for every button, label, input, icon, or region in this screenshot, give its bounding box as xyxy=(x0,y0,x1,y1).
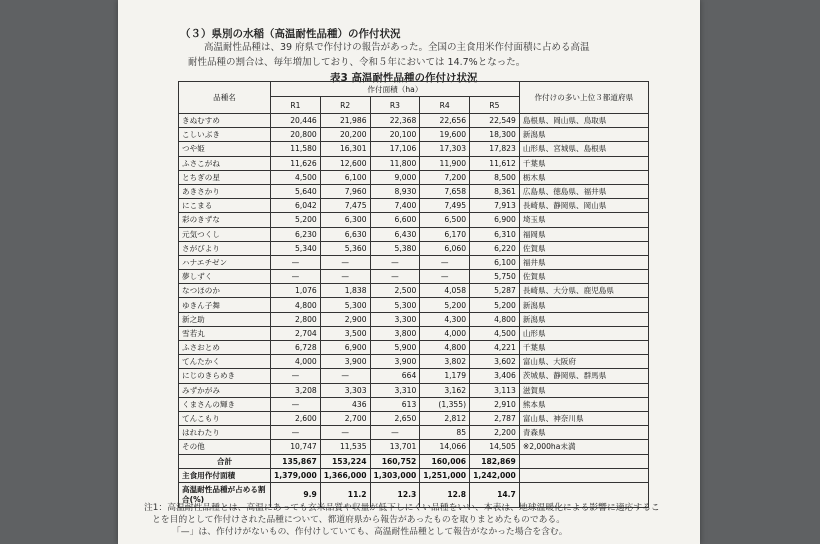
header-year: R5 xyxy=(470,97,520,114)
area-value: 1,076 xyxy=(271,284,321,298)
empty-cell xyxy=(519,468,648,482)
area-value: 2,800 xyxy=(271,312,321,326)
area-value: 3,300 xyxy=(370,312,420,326)
variety-name: てんこもり xyxy=(179,411,271,425)
top3-prefectures: 富山県、神奈川県 xyxy=(519,411,648,425)
area-value: 6,170 xyxy=(420,227,470,241)
area-value: 4,300 xyxy=(420,312,470,326)
area-value: 6,728 xyxy=(271,341,321,355)
area-value: 8,361 xyxy=(470,184,520,198)
area-value: 2,704 xyxy=(271,326,321,340)
variety-name: さがびより xyxy=(179,241,271,255)
area-value: 664 xyxy=(370,369,420,383)
top3-prefectures: 熊本県 xyxy=(519,397,648,411)
area-value: 6,430 xyxy=(370,227,420,241)
area-value: 20,446 xyxy=(271,114,321,128)
table-row xyxy=(179,326,649,340)
total-row-label: 合計 xyxy=(179,454,271,468)
area-value: 8,930 xyxy=(370,184,420,198)
staple-area-row-value: 1,251,000 xyxy=(420,468,470,482)
top3-prefectures: 山形県、宮城県、島根県 xyxy=(519,142,648,156)
table-row xyxy=(179,440,649,454)
variety-name: はれわたり xyxy=(179,426,271,440)
table-row xyxy=(179,114,649,128)
variety-name: にじのきらめき xyxy=(179,369,271,383)
area-value: 2,900 xyxy=(320,312,370,326)
area-value: 3,500 xyxy=(320,326,370,340)
empty-cell xyxy=(519,454,648,468)
area-value: 6,900 xyxy=(320,341,370,355)
ratio-row-value: 14.7 xyxy=(470,482,520,507)
area-value: 11,626 xyxy=(271,156,321,170)
area-value: 613 xyxy=(370,397,420,411)
area-value: — xyxy=(320,255,370,269)
area-value: 4,000 xyxy=(271,355,321,369)
table-row xyxy=(179,298,649,312)
table-row xyxy=(179,383,649,397)
area-value: 11,900 xyxy=(420,156,470,170)
area-value: 4,000 xyxy=(420,326,470,340)
variety-name: ゆきん子舞 xyxy=(179,298,271,312)
variety-name: 雪若丸 xyxy=(179,326,271,340)
top3-prefectures: 広島県、徳島県、福井県 xyxy=(519,184,648,198)
variety-name: ふさおとめ xyxy=(179,341,271,355)
area-value: 3,602 xyxy=(470,355,520,369)
footnote-line: 「—」は、作付けがないもの、作付けしていても、高温耐性品種として報告がなかった場合を含む。 xyxy=(172,527,568,537)
area-value: 5,360 xyxy=(320,241,370,255)
area-value: 7,960 xyxy=(320,184,370,198)
area-value: — xyxy=(271,426,321,440)
variety-name: てんたかく xyxy=(179,355,271,369)
header-year: R3 xyxy=(370,97,420,114)
area-value: 6,042 xyxy=(271,199,321,213)
variety-name: みずかがみ xyxy=(179,383,271,397)
top3-prefectures: 島根県、岡山県、鳥取県 xyxy=(519,114,648,128)
area-value: 3,310 xyxy=(370,383,420,397)
table-row xyxy=(179,411,649,425)
area-value: — xyxy=(420,255,470,269)
area-value: 22,549 xyxy=(470,114,520,128)
document-page xyxy=(118,0,700,544)
variety-name: なつほのか xyxy=(179,284,271,298)
area-value: 6,600 xyxy=(370,213,420,227)
area-value: 17,106 xyxy=(370,142,420,156)
variety-name: あきさかり xyxy=(179,184,271,198)
table-row xyxy=(179,284,649,298)
top3-prefectures: 青森県 xyxy=(519,426,648,440)
area-value: 6,100 xyxy=(320,170,370,184)
area-value: 5,200 xyxy=(271,213,321,227)
area-value: 21,986 xyxy=(320,114,370,128)
area-value: — xyxy=(370,255,420,269)
variety-name: きぬむすめ xyxy=(179,114,271,128)
footnote-line: とを目的として作付けされた品種について、都道府県から報告があったものを取りまとめたものである。 xyxy=(152,515,566,525)
header-variety: 品種名 xyxy=(179,82,271,114)
area-value: 17,823 xyxy=(470,142,520,156)
area-value: 5,340 xyxy=(271,241,321,255)
area-value: 7,913 xyxy=(470,199,520,213)
variety-name: その他 xyxy=(179,440,271,454)
area-value: 11,580 xyxy=(271,142,321,156)
area-value: 1,838 xyxy=(320,284,370,298)
area-value: 5,900 xyxy=(370,341,420,355)
area-value: 7,400 xyxy=(370,199,420,213)
area-value: 4,500 xyxy=(470,326,520,340)
area-value: 11,612 xyxy=(470,156,520,170)
area-value: 3,303 xyxy=(320,383,370,397)
area-value: 5,200 xyxy=(420,298,470,312)
table-row xyxy=(179,184,649,198)
top3-prefectures: 千葉県 xyxy=(519,341,648,355)
area-value: 5,200 xyxy=(470,298,520,312)
staple-area-row-value: 1,379,000 xyxy=(271,468,321,482)
area-value: 5,750 xyxy=(470,270,520,284)
area-value: 7,200 xyxy=(420,170,470,184)
top3-prefectures: 佐賀県 xyxy=(519,270,648,284)
top3-prefectures: 長崎県、大分県、鹿児島県 xyxy=(519,284,648,298)
table-row xyxy=(179,341,649,355)
area-value: 20,100 xyxy=(370,128,420,142)
area-value: 3,800 xyxy=(370,326,420,340)
area-value: — xyxy=(271,270,321,284)
area-value: 1,179 xyxy=(420,369,470,383)
top3-prefectures: 富山県、大阪府 xyxy=(519,355,648,369)
variety-name: にこまる xyxy=(179,199,271,213)
area-value: — xyxy=(370,270,420,284)
table-row xyxy=(179,227,649,241)
top3-prefectures: 新潟県 xyxy=(519,312,648,326)
top3-prefectures: 千葉県 xyxy=(519,156,648,170)
area-value: — xyxy=(320,270,370,284)
table-row xyxy=(179,369,649,383)
total-row-value: 153,224 xyxy=(320,454,370,468)
table-row xyxy=(179,397,649,411)
intro-paragraph xyxy=(188,40,684,70)
area-value: 3,162 xyxy=(420,383,470,397)
table-row xyxy=(179,199,649,213)
header-year: R2 xyxy=(320,97,370,114)
intro-line: 高温耐性品種は、39 府県で作付けの報告があった。全国の主食用米作付面積に占める高温 xyxy=(204,42,590,53)
area-value: 7,475 xyxy=(320,199,370,213)
top3-prefectures: 栃木県 xyxy=(519,170,648,184)
top3-prefectures: 山形県 xyxy=(519,326,648,340)
high-temp-variety-table xyxy=(178,81,649,508)
area-value: 6,060 xyxy=(420,241,470,255)
area-value: 2,700 xyxy=(320,411,370,425)
staple-area-row-value: 1,242,000 xyxy=(470,468,520,482)
top3-prefectures: 佐賀県 xyxy=(519,241,648,255)
area-value: 4,800 xyxy=(271,298,321,312)
table-row xyxy=(179,270,649,284)
area-value: 16,301 xyxy=(320,142,370,156)
area-value: 6,230 xyxy=(271,227,321,241)
area-value: 2,200 xyxy=(470,426,520,440)
total-row-value: 182,869 xyxy=(470,454,520,468)
area-value: 6,100 xyxy=(470,255,520,269)
ratio-row-value: 12.3 xyxy=(370,482,420,507)
area-value: 12,600 xyxy=(320,156,370,170)
variety-name: つや姫 xyxy=(179,142,271,156)
area-value: — xyxy=(320,426,370,440)
top3-prefectures: 茨城県、静岡県、群馬県 xyxy=(519,369,648,383)
variety-name: くまさんの輝き xyxy=(179,397,271,411)
header-top3: 作付けの多い上位３都道府県 xyxy=(519,82,648,114)
table-row xyxy=(179,156,649,170)
area-value: 3,208 xyxy=(271,383,321,397)
variety-name: ハナエチゼン xyxy=(179,255,271,269)
top3-prefectures: ※2,000ha未満 xyxy=(519,440,648,454)
area-value: 3,802 xyxy=(420,355,470,369)
area-value: 7,658 xyxy=(420,184,470,198)
staple-area-row-label: 主食用作付面積 xyxy=(179,468,271,482)
area-value: 7,495 xyxy=(420,199,470,213)
area-value: 22,368 xyxy=(370,114,420,128)
area-value: — xyxy=(320,369,370,383)
area-value: 3,406 xyxy=(470,369,520,383)
area-value: 436 xyxy=(320,397,370,411)
area-value: 4,800 xyxy=(420,341,470,355)
area-value: — xyxy=(271,369,321,383)
area-value: 3,900 xyxy=(320,355,370,369)
table-row xyxy=(179,128,649,142)
table-row xyxy=(179,213,649,227)
table-row xyxy=(179,255,649,269)
area-value: 2,600 xyxy=(271,411,321,425)
area-value: 6,900 xyxy=(470,213,520,227)
table-row xyxy=(179,312,649,326)
area-value: 5,640 xyxy=(271,184,321,198)
area-value: 6,500 xyxy=(420,213,470,227)
intro-line: 耐性品種の割合は、毎年増加しており、令和５年においては 14.7%となった。 xyxy=(188,57,526,68)
area-value: 11,535 xyxy=(320,440,370,454)
top3-prefectures: 滋賀県 xyxy=(519,383,648,397)
area-value: 9,000 xyxy=(370,170,420,184)
area-value: 4,800 xyxy=(470,312,520,326)
top3-prefectures: 福井県 xyxy=(519,255,648,269)
area-value: — xyxy=(370,426,420,440)
area-value: 13,701 xyxy=(370,440,420,454)
area-value: 3,113 xyxy=(470,383,520,397)
ratio-row-value: 11.2 xyxy=(320,482,370,507)
area-value: 4,221 xyxy=(470,341,520,355)
ratio-row-label: 高温耐性品種が占める割合(%) xyxy=(179,482,271,507)
staple-area-row-value: 1,366,000 xyxy=(320,468,370,482)
ratio-row-value: 9.9 xyxy=(271,482,321,507)
area-value: 2,650 xyxy=(370,411,420,425)
area-value: 85 xyxy=(420,426,470,440)
variety-name: こしいぶき xyxy=(179,128,271,142)
variety-name: 彩のきずな xyxy=(179,213,271,227)
variety-name: とちぎの星 xyxy=(179,170,271,184)
footnote-line: 注1：高温耐性品種とは、高温にあっても玄米品質や収量が低下しにくい品種をいい、本表は、地球温暖化による影響に適応するこ xyxy=(144,503,660,513)
area-value: 19,600 xyxy=(420,128,470,142)
area-value: 14,066 xyxy=(420,440,470,454)
area-value: 22,656 xyxy=(420,114,470,128)
table-row xyxy=(179,241,649,255)
area-value: (1,355) xyxy=(420,397,470,411)
variety-name: 新之助 xyxy=(179,312,271,326)
area-value: — xyxy=(271,255,321,269)
area-value: 6,220 xyxy=(470,241,520,255)
header-area: 作付面積（ha） xyxy=(271,82,520,97)
variety-name: ふさこがね xyxy=(179,156,271,170)
area-value: 2,910 xyxy=(470,397,520,411)
total-row xyxy=(179,454,649,468)
area-value: 6,630 xyxy=(320,227,370,241)
top3-prefectures: 埼玉県 xyxy=(519,213,648,227)
area-value: 11,800 xyxy=(370,156,420,170)
area-value: 14,505 xyxy=(470,440,520,454)
table-caption: 表3 高温耐性品種の作付け状況 xyxy=(330,72,478,84)
total-row-value: 135,867 xyxy=(271,454,321,468)
area-value: 8,500 xyxy=(470,170,520,184)
staple-area-row-value: 1,303,000 xyxy=(370,468,420,482)
area-value: 6,310 xyxy=(470,227,520,241)
table-row xyxy=(179,142,649,156)
area-value: 2,812 xyxy=(420,411,470,425)
area-value: 20,800 xyxy=(271,128,321,142)
area-value: 17,303 xyxy=(420,142,470,156)
area-value: 5,287 xyxy=(470,284,520,298)
table-row xyxy=(179,355,649,369)
area-value: 5,300 xyxy=(320,298,370,312)
area-value: 6,300 xyxy=(320,213,370,227)
header-year: R1 xyxy=(271,97,321,114)
top3-prefectures: 長崎県、静岡県、岡山県 xyxy=(519,199,648,213)
area-value: — xyxy=(420,270,470,284)
top3-prefectures: 新潟県 xyxy=(519,298,648,312)
table-row xyxy=(179,170,649,184)
table-row xyxy=(179,426,649,440)
area-value: 2,500 xyxy=(370,284,420,298)
area-value: 3,900 xyxy=(370,355,420,369)
header-year: R4 xyxy=(420,97,470,114)
area-value: 4,058 xyxy=(420,284,470,298)
area-value: 18,300 xyxy=(470,128,520,142)
area-value: 10,747 xyxy=(271,440,321,454)
area-value: 4,500 xyxy=(271,170,321,184)
section-heading: （３）県別の水稲（高温耐性品種）の作付状況 xyxy=(180,28,401,40)
area-value: 5,380 xyxy=(370,241,420,255)
area-value: 2,787 xyxy=(470,411,520,425)
area-value: 5,300 xyxy=(370,298,420,312)
variety-name: 夢しずく xyxy=(179,270,271,284)
area-value: — xyxy=(271,397,321,411)
top3-prefectures: 福岡県 xyxy=(519,227,648,241)
variety-name: 元気つくし xyxy=(179,227,271,241)
top3-prefectures: 新潟県 xyxy=(519,128,648,142)
staple-area-row xyxy=(179,468,649,482)
total-row-value: 160,006 xyxy=(420,454,470,468)
total-row-value: 160,752 xyxy=(370,454,420,468)
footnotes xyxy=(144,502,694,538)
area-value: 20,200 xyxy=(320,128,370,142)
ratio-row-value: 12.8 xyxy=(420,482,470,507)
